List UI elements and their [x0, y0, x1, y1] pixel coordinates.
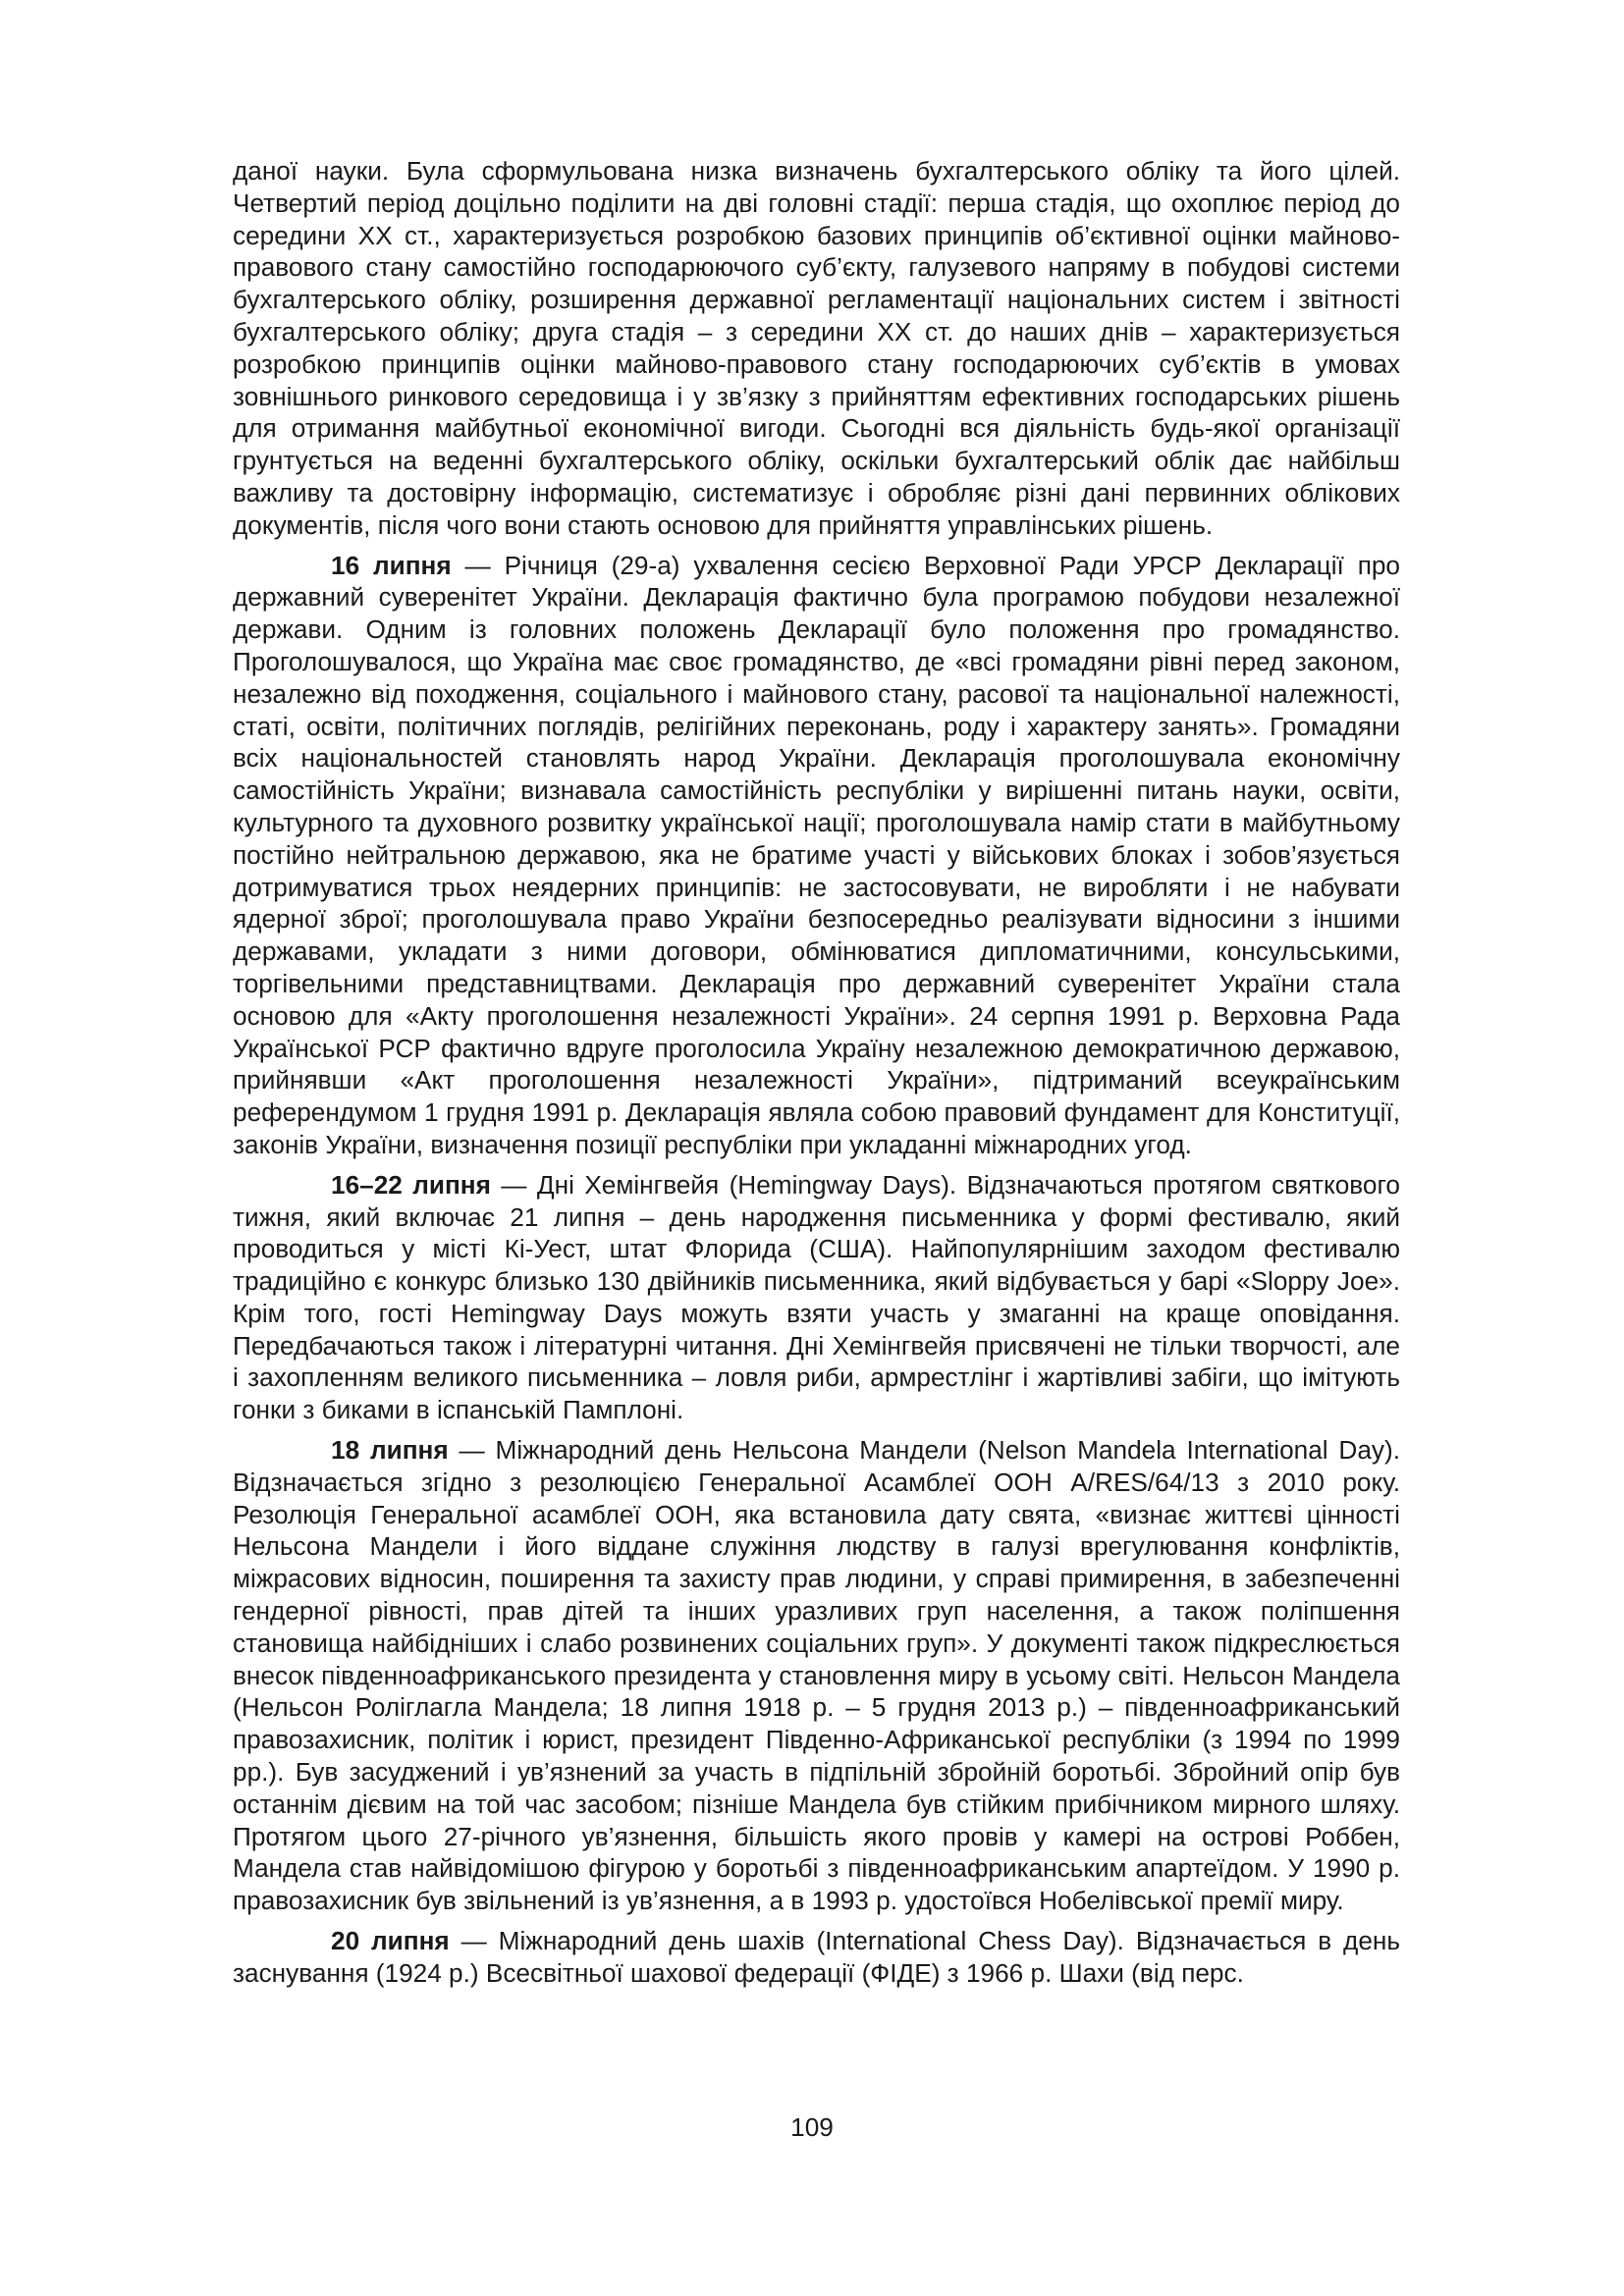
entry-text: — Дні Хемінгвейя (Hemingway Days). Відзначаються протягом святкового тижня, який включає 21 липня – день народження письменника у формі фестивалю, який проводиться у місті Кі-Уест, штат Флорида (США). Найпопулярнішим заходом фестивалю традиційно є конкурс близько 130 двійників письменника, який відбувається у барі «Sloppy Joe». Крім того, гості Hemingway Days можуть взяти участь у змаганні на краще оповідання. Передбачаються також і літературні читання. Дні Хемінгвейя присвячені не тільки творчості, але і захопленням великого письменника – ловля риби, армрестлінг і жартівливі забіги, що імітують гонки з биками в іспанській Памплоні. [233, 1169, 1400, 1425]
entry-16-22-july [233, 1169, 1400, 1426]
page-number: 109 [790, 2112, 834, 2142]
entry-20-july [233, 1925, 1400, 1990]
entry-date: 18 липня [331, 1435, 449, 1466]
intro-paragraph: даної науки. Була сформульована низка визначень бухгалтерського обліку та його цілей. Четвертий період доцільно поділити на дві головні стадії: перша стадія, що охоплює період до середини XX ст., характеризується розробкою базових принципів об’єктивної оцінки майново-правового стану самостійно господарюючого суб’єкту, галузевого напряму в побудові системи бухгалтерського обліку, розширення державної регламентації національних систем і звітності бухгалтерського обліку; друга стадія – з середини XX ст. до наших днів – характеризується розробкою принципів оцінки майново-правового стану господарюючих суб’єктів в умовах зовнішнього ринкового середовища і у зв’язку з прийняттям ефективних господарських рішень для отримання майбутньої економічної вигоди. Сьогодні вся діяльність будь-якої організації грунтується на веденні бухгалтерського обліку, оскільки бухгалтерський облік дає найбільш важливу та достовірну інформацію, систематизує і обробляє різні дані первинних облікових документів, після чого вони стають основою для прийняття управлінських рішень. [233, 156, 1400, 540]
entry-date: 20 липня [331, 1926, 450, 1956]
entry-16-july [233, 550, 1400, 1161]
entry-text: — Міжнародний день шахів (International Chess Day). Відзначається в день заснування (1924 р.) Всесвітньої шахової федерації (ФІДЕ) з 1966 р. Шахи (від перс. [233, 1926, 1400, 1988]
entry-date: 16–22 липня [331, 1169, 491, 1200]
entry-text: — Міжнародний день Нельсона Мандели (Nelson Mandela International Day). Відзначається згідно з резолюцією Генеральної Асамблеї ООН A/RES/64/13 з 2010 року. Резолюція Генеральної асамблеї ООН, яка встановила дату свята, «визнає життєві цінності Нельсона Мандели і його віддане служіння людству в галузі врегулювання конфліктів, міжрасових відносин, поширення та захисту прав людини, у справі примирення, в забезпеченні гендерної рівності, прав дітей та інших уразливих груп населення, а також поліпшення становища найбідніших і слабо розвинених соціальних груп». У документі також підкреслюється внесок південноафриканського президента у становлення миру в усьому світі. Нельсон Мандела (Нельсон Роліглагла Мандела; 18 липня 1918 р. – 5 грудня 2013 р.) – південноафриканський правозахисник, політик і юрист, президент Південно-Африканської республіки (з 1994 по 1999 рр.). Був засуджений і ув’язнений за участь в підпільній збройній боротьбі. Збройний опір був останнім дієвим на той час засобом; пізніше Мандела був стійким прибічником мирного шляху. Протягом цього 27-річного ув’язнення, більшість якого провів у камері на острові Роббен, Мандела став найвідомішою фігурою у боротьбі з південноафриканським апартеїдом. У 1990 р. правозахисник був звільнений із ув’язнення, а в 1993 р. удостоївся Нобелівської премії миру. [233, 1435, 1400, 1916]
page-body [233, 155, 1400, 1998]
entry-date: 16 липня [331, 550, 452, 580]
entry-text: — Річниця (29-а) ухвалення сесією Верховної Ради УРСР Декларації про державний суверенітет України. Декларація фактично була програмою побудови незалежної держави. Одним із головних положень Декларації було положення про громадянство. Проголошувалося, що Україна має своє громадянство, де «всі громадяни рівні перед законом, незалежно від походження, соціального і майнового стану, расової та національної належності, статі, освіти, політичних поглядів, релігійних переконань, роду і характеру занять». Громадяни всіх національностей становлять народ України. Декларація проголошувала економічну самостійність України; визнавала самостійність республіки у вирішенні питань науки, освіти, культурного та духовного розвитку української нації; проголошувала намір стати в майбутньому постійно нейтральною державою, яка не братиме участі у військових блоках і зобов’язується дотримуватися трьох неядерних принципів: не застосовувати, не виробляти і не набувати ядерної зброї; проголошувала право України безпосередньо реалізувати відносини з іншими державами, укладати з ними договори, обмінюватися дипломатичними, консульськими, торгівельними представництвами. Декларація про державний суверенітет України стала основою для «Акту проголошення незалежності України». 24 серпня 1991 р. Верховна Рада Української РСР фактично вдруге проголосила Україну незалежною демократичною державою, прийнявши «Акт проголошення незалежності України», підтриманий всеукраїнським референдумом 1 грудня 1991 р. Декларація являла собою правовий фундамент для Конституції, законів України, визначення позиції республіки при укладанні міжнародних угод. [233, 550, 1401, 1159]
entry-18-july [233, 1434, 1400, 1917]
